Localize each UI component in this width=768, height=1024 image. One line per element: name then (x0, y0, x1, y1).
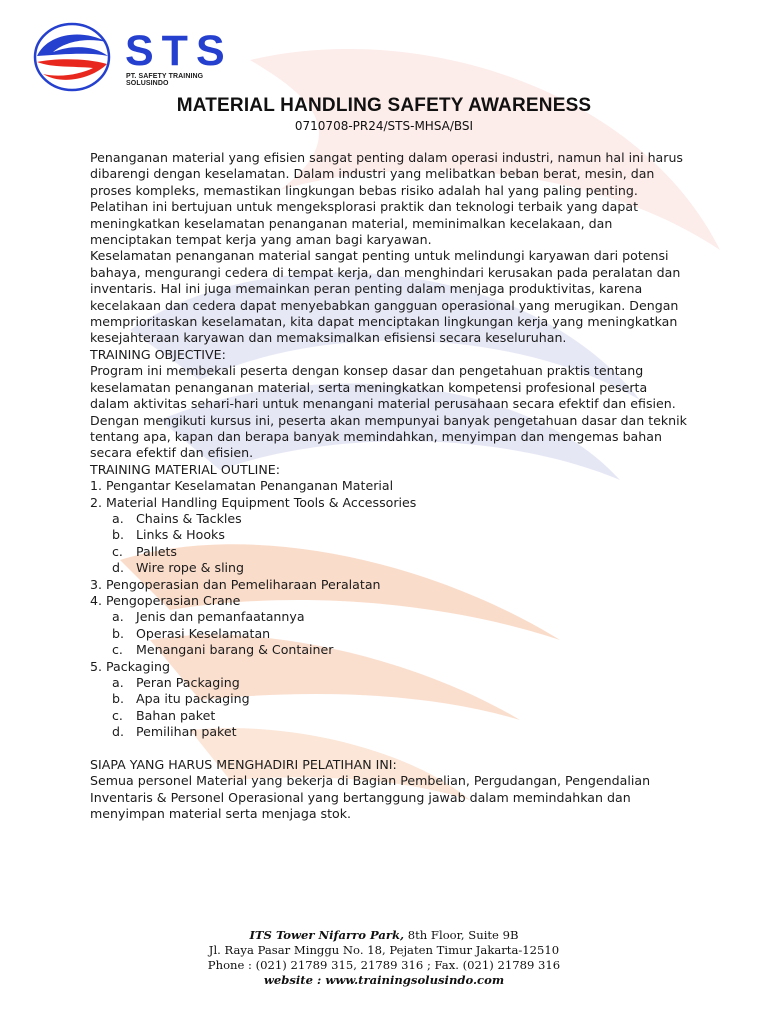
outline-item-label: 5. Packaging (90, 658, 170, 674)
outline-sub-item: b. Operasi Keselamatan (112, 625, 271, 641)
outline-item-label: 4. Pengoperasian Crane (90, 592, 241, 608)
attendees-text: Semua personel Material yang bekerja di Bagian Pembelian, Pergudangan, Pengendalian Inventaris & Personel Operasional yang bertanggung jawab dalam memindahkan dan menyimpan material serta menjaga stok. (90, 773, 651, 822)
objective-text: Program ini membekali peserta dengan konsep dasar dan pengetahuan praktis tentang keselamatan penanganan material, serta meningkatkan kompetensi profesional peserta dalam aktivitas sehari-hari untuk menangani material perusahaan secara efektif dan efisien. Dengan mengikuti kursus ini, peserta akan mempunyai banyak pengetahuan dasar dan teknik tentang apa, kapan dan berapa banyak memindahkan, menyimpan dan mengemas bahan secara efektif dan efisien. (90, 363, 687, 461)
outline-sub-list (90, 609, 690, 658)
outline-sub-item: a. Jenis dan pemanfaatannya (112, 609, 305, 625)
footer-floor: 8th Floor, Suite 9B (404, 928, 519, 942)
outline-item (90, 593, 690, 659)
attendees-heading: SIAPA YANG HARUS MENGHADIRI PELATIHAN INI: (90, 757, 397, 773)
logo-subtitle: PT. SAFETY TRAINING SOLUSINDO (126, 73, 204, 87)
outline-sub-item: d. Wire rope & sling (112, 560, 245, 576)
document-code: 0710708-PR24/STS-MHSA/BSI (294, 119, 474, 133)
outline-heading: TRAINING MATERIAL OUTLINE: (90, 461, 281, 477)
company-logo (33, 22, 243, 97)
document-title: MATERIAL HANDLING SAFETY AWARENESS (176, 95, 592, 116)
outline-sub-list (90, 511, 690, 577)
outline-sub-item: c. Pallets (112, 543, 177, 559)
footer-website: website : www.trainingsolusindo.com (263, 973, 505, 987)
outline-item (90, 495, 690, 577)
outline-item (90, 577, 690, 593)
sts-logo-icon (33, 22, 111, 92)
footer-phone: Phone : (021) 21789 315, 21789 316 ; Fax. (021) 21789 316 (207, 958, 561, 972)
intro-paragraph-1: Penanganan material yang efisien sangat penting dalam operasi industri, namun hal ini harus dibarengi dengan keselamatan. Dalam industri yang melibatkan beban berat, mesin, dan proses kompleks, memastikan lingkungan bebas risiko adalah hal yang paling penting. Pelatihan ini bertujuan untuk mengeksplorasi praktik dan teknologi terbaik yang dapat meningkatkan keselamatan penanganan material, meminimalkan kecelakaan, dan menciptakan tempat kerja yang aman bagi karyawan. (90, 150, 683, 248)
outline-item-label: 3. Pengoperasian dan Pemeliharaan Peralatan (90, 576, 381, 592)
outline-item-label: 2. Material Handling Equipment Tools & Accessories (90, 494, 417, 510)
footer-street: Jl. Raya Pasar Minggu No. 18, Pejaten Timur Jakarta-12510 (208, 943, 560, 957)
outline-sub-item: c. Menangani barang & Container (112, 642, 334, 658)
footer-building: ITS Tower Nifarro Park, (249, 928, 405, 942)
outline-item (90, 478, 690, 494)
intro-paragraph-2: Keselamatan penanganan material sangat penting untuk melindungi karyawan dari potensi bahaya, mengurangi cedera di tempat kerja, dan menghindari kerusakan pada peralatan dan inventaris. Hal ini juga memainkan peran penting dalam menjaga produktivitas, karena kecelakaan dan cedera dapat menyebabkan gangguan operasional yang merugikan. Dengan memprioritaskan keselamatan, kita dapat menciptakan lingkungan kerja yang meningkatkan kesejahteraan karyawan dan memaksimalkan efisiensi secara keseluruhan. (90, 248, 681, 346)
footer-contact (0, 928, 768, 988)
outline-sub-item: b. Links & Hooks (112, 527, 225, 543)
spacer (90, 741, 690, 757)
document-body (90, 150, 690, 823)
outline-item (90, 659, 690, 741)
footer-address-line (0, 928, 768, 943)
outline-sub-item: c. Bahan paket (112, 707, 216, 723)
outline-sub-item: a. Chains & Tackles (112, 510, 242, 526)
outline-sub-item: b. Apa itu packaging (112, 691, 250, 707)
outline-item-label: 1. Pengantar Keselamatan Penanganan Material (90, 478, 394, 494)
outline-sub-item: a. Peran Packaging (112, 675, 240, 690)
logo-wordmark: STS (125, 27, 233, 75)
outline-sub-list (90, 675, 690, 741)
outline-list (90, 478, 690, 741)
outline-sub-item: d. Pemilihan paket (112, 724, 237, 740)
objective-heading: TRAINING OBJECTIVE: (90, 346, 226, 362)
